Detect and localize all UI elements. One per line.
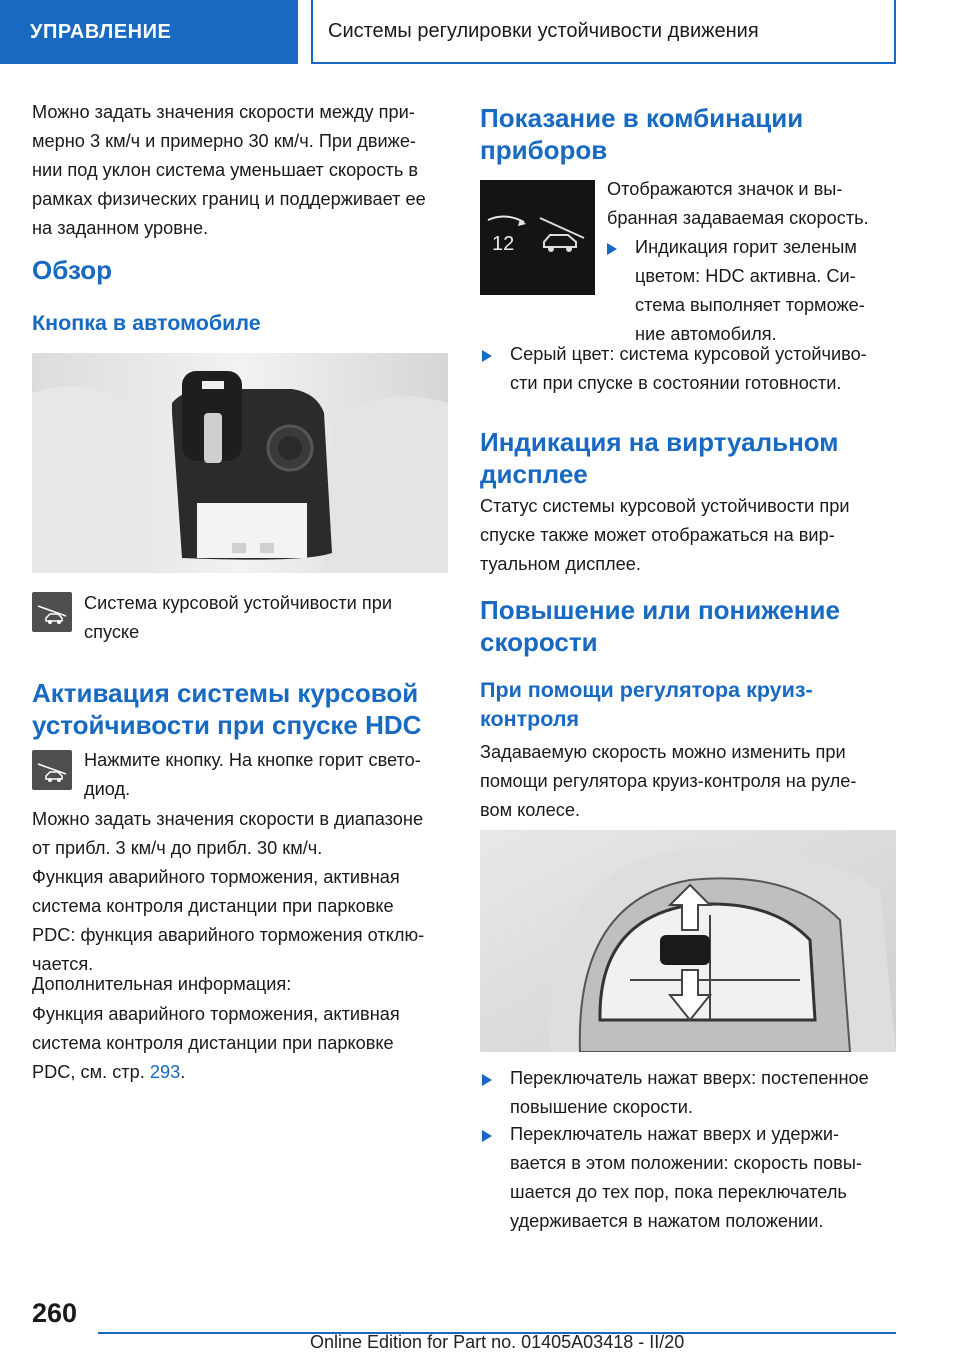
ref-line-last xyxy=(32,1058,452,1087)
range-line: от прибл. 3 км/ч до прибл. 30 км/ч. xyxy=(32,838,323,858)
bullet-green xyxy=(607,233,897,349)
steering-wheel-image xyxy=(480,830,896,1052)
more-info xyxy=(32,970,452,999)
hdc-button-icon xyxy=(32,750,72,790)
cruise-line: помощи регулятора круиз-контроля на руле‐ xyxy=(480,771,857,791)
activation-heading-line: Активация системы курсовой xyxy=(32,678,419,708)
bullet-line: цветом: HDC активна. Си‐ xyxy=(635,266,856,286)
bullet-up xyxy=(482,1064,902,1122)
cruise-heading xyxy=(480,676,900,734)
center-console-image xyxy=(32,353,448,573)
caption-line: спуске xyxy=(84,622,140,642)
display-text-line: бранная задаваемая скорость. xyxy=(607,208,869,228)
section-title: УПРАВЛЕНИЕ xyxy=(30,20,172,43)
bullet-line: удерживается в нажатом положении. xyxy=(510,1211,824,1231)
ref-line: Функция аварийного торможения, активная xyxy=(32,1004,400,1024)
ref-end: . xyxy=(180,1062,186,1082)
brake-line: Функция аварийного торможения, активная xyxy=(32,867,400,887)
more-info-label: Дополнительная информация: xyxy=(32,974,292,994)
ref-text: PDC, см. стр. xyxy=(32,1062,150,1082)
virtual-line: Статус системы курсовой устойчивости при xyxy=(480,496,850,516)
activation-heading-line: устойчивости при спуске HDC xyxy=(32,710,422,740)
bullet-line: Индикация горит зеленым xyxy=(635,237,857,257)
section-tab xyxy=(0,0,298,64)
chapter-title: Системы регулировки устойчивости движения xyxy=(328,19,759,42)
page-293-link[interactable]: 293 xyxy=(149,1062,181,1082)
intro-line: Можно задать значения скорости между при‐ xyxy=(32,102,415,122)
page-number: 260 xyxy=(32,1298,78,1328)
triangle-bullet-icon xyxy=(482,1130,492,1142)
list-item xyxy=(482,1064,902,1122)
speed-heading-line: Повышение или понижение xyxy=(480,595,840,625)
edition-text: Online Edition for Part no. 01405A03418 - II/20 xyxy=(310,1332,685,1352)
bullet-line: вается в этом положении: скорость повы‐ xyxy=(510,1153,862,1173)
bullet-line: стема выполняет торможе‐ xyxy=(635,295,865,315)
ref-line: система контроля дистанции при парковке xyxy=(32,1033,394,1053)
display-text-line: Отображаются значок и вы‐ xyxy=(607,179,843,199)
list-item xyxy=(482,1120,902,1236)
triangle-bullet-icon xyxy=(482,1074,492,1086)
press-instruction xyxy=(84,746,448,804)
cruise-paragraph xyxy=(480,738,900,825)
bullet-line: сти при спуске в состоянии готовности. xyxy=(510,373,842,393)
virtual-heading-line: Индикация на виртуальном xyxy=(480,427,839,457)
bullet-line: повышение скорости. xyxy=(510,1097,694,1117)
speed-heading xyxy=(480,594,900,658)
bullet-line: шается до тех пор, пока переключатель xyxy=(510,1182,847,1202)
intro-line: на заданном уровне. xyxy=(32,218,209,238)
cruise-heading-line: При помощи регулятора круиз‐ xyxy=(480,678,813,702)
reference-paragraph xyxy=(32,1000,452,1087)
bullet-line: ние автомобиля. xyxy=(635,324,777,344)
display-heading-line: Показание в комбинации xyxy=(480,103,804,133)
cruise-line: Задаваемую скорость можно изменить при xyxy=(480,742,846,762)
press-line: Нажмите кнопку. На кнопке горит свето‐ xyxy=(84,750,421,770)
display-text xyxy=(607,175,897,233)
brake-line: система контроля дистанции при парковке xyxy=(32,896,394,916)
display-heading-line: приборов xyxy=(480,135,608,165)
caption-line: Система курсовой устойчивости при xyxy=(84,593,393,613)
triangle-bullet-icon xyxy=(482,350,492,362)
cruise-heading-line: контроля xyxy=(480,707,580,731)
hdc-caption xyxy=(84,589,444,647)
button-heading: Кнопка в автомобиле xyxy=(32,311,261,335)
hdc-button-icon xyxy=(32,592,72,632)
brake-paragraph xyxy=(32,863,452,979)
cruise-line: вом колесе. xyxy=(480,800,580,820)
list-item xyxy=(607,233,897,349)
bullet-line: Переключатель нажат вверх: постепенное xyxy=(510,1068,869,1088)
intro-line: нии под уклон система уменьшает скорость в xyxy=(32,160,419,180)
overview-heading: Обзор xyxy=(32,255,112,285)
range-line: Можно задать значения скорости в диапазоне xyxy=(32,809,424,829)
display-speed: 12 xyxy=(492,233,515,255)
bullet-line: Переключатель нажат вверх и удержи‐ xyxy=(510,1124,840,1144)
virtual-heading-line: дисплее xyxy=(480,459,588,489)
bullet-line: Серый цвет: система курсовой устойчиво‐ xyxy=(510,344,867,364)
virtual-line: туальном дисплее. xyxy=(480,554,641,574)
virtual-paragraph xyxy=(480,492,900,579)
virtual-heading xyxy=(480,426,900,490)
brake-line: PDC: функция аварийного торможения отклю‐ xyxy=(32,925,425,945)
range-paragraph xyxy=(32,805,452,863)
instrument-display-image xyxy=(480,180,595,295)
intro-line: рамках физических границ и поддерживает ее xyxy=(32,189,426,209)
activation-heading xyxy=(32,677,452,741)
bullet-gray xyxy=(482,340,902,398)
triangle-bullet-icon xyxy=(607,243,617,255)
virtual-line: спуске также может отображаться на вир‐ xyxy=(480,525,835,545)
intro-paragraph xyxy=(32,98,452,243)
bullet-hold xyxy=(482,1120,902,1236)
intro-line: мерно 3 км/ч и примерно 30 км/ч. При движе‐ xyxy=(32,131,416,151)
speed-heading-line: скорости xyxy=(480,627,598,657)
list-item xyxy=(482,340,902,398)
display-heading xyxy=(480,102,900,166)
chapter-header xyxy=(311,0,896,64)
press-line: диод. xyxy=(84,779,131,799)
brake-line: чается. xyxy=(32,954,94,974)
